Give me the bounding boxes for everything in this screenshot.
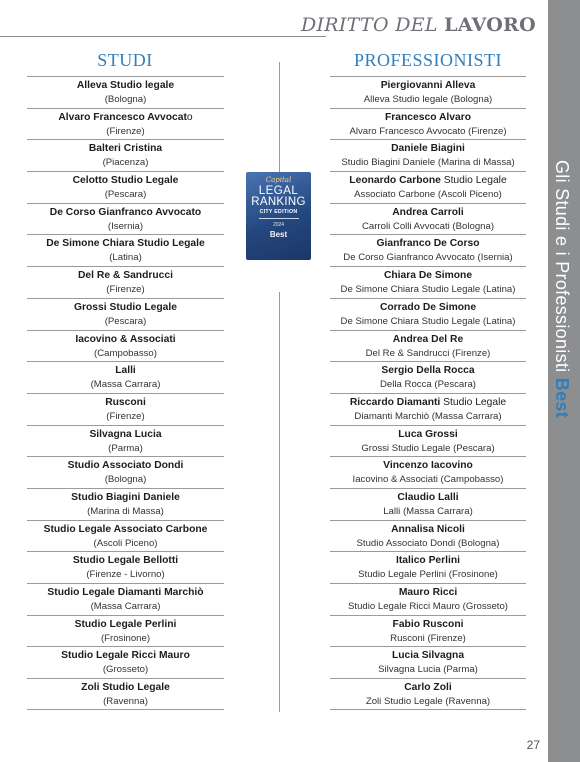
list-item <box>27 456 224 488</box>
section-title-bold: LAVORO <box>444 14 536 36</box>
entry-detail: Rusconi (Firenze) <box>390 632 466 644</box>
entry-name-bold: Zoli Studio Legale <box>81 682 170 694</box>
legal-ranking-badge <box>246 172 311 260</box>
entry-name-bold: Studio Legale Bellotti <box>72 555 179 567</box>
entry-name-bold: Andrea Carroli <box>392 206 464 218</box>
entry-detail: (Massa Carrara) <box>90 601 161 612</box>
entry-detail: (Firenze) <box>106 125 145 137</box>
entry-name <box>27 142 224 156</box>
list-item <box>330 76 526 108</box>
entry-name <box>27 174 224 188</box>
list-item <box>330 646 526 678</box>
list-item <box>330 615 526 647</box>
entry-name-bold: Italico Perlini <box>395 555 461 567</box>
studi-heading: STUDI <box>97 50 153 70</box>
entry-name-bold: Chiara De Simone <box>383 270 473 282</box>
list-item <box>27 76 224 108</box>
list-item <box>330 234 526 266</box>
section-title-italic: DIRITTO DEL <box>300 14 438 36</box>
entry-detail: (Pescara) <box>104 189 147 201</box>
entry-name <box>330 459 526 473</box>
entry-detail: Della Rocca (Pescara) <box>380 379 476 391</box>
list-item <box>330 108 526 140</box>
list-item <box>330 203 526 235</box>
entry-detail: Lalli (Massa Carrara) <box>383 505 473 517</box>
list-item <box>330 678 526 710</box>
entry-name-bold: Grossi Studio Legale <box>74 301 177 313</box>
list-item <box>27 298 224 330</box>
entry-name-bold: Studio Legale Ricci Mauro <box>61 650 190 662</box>
list-item <box>27 646 224 678</box>
entry-detail: (Massa Carrara) <box>90 379 161 391</box>
entry-name-bold: Gianfranco De Corso <box>376 238 480 250</box>
entry-name-bold: Luca Grossi <box>398 428 458 440</box>
list-item <box>27 583 224 615</box>
entry-name <box>27 491 224 505</box>
entry-name-bold: Studio Legale Diamanti Marchiò <box>47 587 204 598</box>
entry-detail: Zoli Studio Legale (Ravenna) <box>365 696 491 708</box>
entry-name <box>330 269 526 283</box>
column-divider-bottom <box>279 292 280 712</box>
entry-name-bold: Lucia Silvagna <box>391 650 465 662</box>
entry-name-bold: Andrea Del Re <box>392 333 464 345</box>
entry-name-rest: Studio Legale <box>440 396 507 408</box>
entry-name <box>27 269 224 283</box>
entry-name-bold: Annalisa Nicoli <box>391 523 465 535</box>
list-item <box>330 583 526 615</box>
entry-detail: (Ravenna) <box>103 696 148 708</box>
list-item <box>330 298 526 330</box>
entry-detail: Studio Biagini Daniele (Marina di Massa) <box>341 157 515 169</box>
entry-name-bold: Daniele Biagini <box>391 143 465 155</box>
entry-name-bold: Carlo Zoli <box>404 682 452 694</box>
entry-detail: (Parma) <box>108 442 143 454</box>
entry-detail: (Latina) <box>109 252 142 264</box>
badge-line2: RANKING <box>251 196 306 208</box>
entry-name <box>27 554 224 568</box>
entry-name-bold: Leonardo Carbone <box>349 175 441 187</box>
entry-name-bold: Claudio Lalli <box>397 491 459 503</box>
list-item <box>27 615 224 647</box>
list-item <box>27 171 224 203</box>
entry-detail: Silvagna Lucia (Parma) <box>378 664 478 676</box>
column-divider-top <box>279 62 280 172</box>
list-item <box>330 139 526 171</box>
list-item <box>27 425 224 457</box>
list-item <box>27 266 224 298</box>
entry-name <box>27 237 224 251</box>
entry-name-bold: Mauro Ricci <box>398 587 458 598</box>
entry-name <box>330 681 526 695</box>
list-item <box>27 678 224 710</box>
entry-name <box>330 79 526 93</box>
entry-name-bold: Studio Legale Associato Carbone <box>43 523 208 535</box>
entry-name <box>330 142 526 156</box>
entry-detail: De Simone Chiara Studio Legale (Latina) <box>340 315 516 327</box>
entry-name-bold: Alvaro Francesco Avvocat <box>58 111 187 123</box>
entry-detail: (Grosseto) <box>102 664 149 676</box>
entry-name-bold: Fabio Rusconi <box>392 618 464 630</box>
entry-name <box>27 79 224 93</box>
side-title-text <box>551 160 572 418</box>
professionisti-heading: PROFESSIONISTI <box>353 50 503 70</box>
entry-detail: Diamanti Marchiò (Massa Carrara) <box>354 410 502 422</box>
entry-detail: (Isernia) <box>107 220 144 232</box>
entry-detail: (Firenze) <box>106 410 145 422</box>
header-rule <box>0 36 326 37</box>
entry-name <box>330 649 526 663</box>
list-item <box>27 234 224 266</box>
entry-detail: (Frosinone) <box>100 632 151 644</box>
entry-name-bold: Francesco Alvaro <box>384 111 472 123</box>
entry-name <box>27 111 224 125</box>
professionisti-list <box>330 76 526 710</box>
list-item <box>27 361 224 393</box>
page-number: 27 <box>526 738 540 752</box>
entry-name <box>27 301 224 315</box>
entry-detail: (Bologna) <box>104 474 147 486</box>
badge-edition: CITY EDITION <box>259 209 298 215</box>
entry-detail: Alvaro Francesco Avvocato (Firenze) <box>349 125 507 137</box>
badge-year: 2024 <box>272 222 285 228</box>
entry-detail: Studio Legale Perlini (Frosinone) <box>358 569 498 581</box>
entry-name <box>27 396 224 410</box>
list-item <box>27 393 224 425</box>
list-item <box>27 108 224 140</box>
entry-detail: (Bologna) <box>104 94 147 105</box>
list-item <box>330 361 526 393</box>
entry-name <box>330 301 526 315</box>
entry-detail: (Ascoli Piceno) <box>93 537 158 549</box>
entry-name-bold: Vincenzo Iacovino <box>383 460 473 472</box>
entry-name-bold: Corrado De Simone <box>379 301 477 313</box>
entry-name <box>330 491 526 505</box>
entry-name-bold: De Corso Gianfranco Avvocato <box>49 206 202 218</box>
entry-name <box>27 206 224 220</box>
entry-detail: Grossi Studio Legale (Pescara) <box>361 442 495 454</box>
entry-detail: (Piacenza) <box>102 157 149 169</box>
entry-name-bold: De Simone Chiara Studio Legale <box>46 238 205 250</box>
entry-name <box>330 237 526 251</box>
entry-name <box>330 618 526 632</box>
entry-name-bold: Studio Biagini Daniele <box>71 491 180 503</box>
entry-detail: (Marina di Massa) <box>87 505 164 517</box>
entry-name-bold: Riccardo Diamanti <box>349 396 441 408</box>
entry-detail: Associato Carbone (Ascoli Piceno) <box>354 189 502 201</box>
entry-name <box>27 333 224 347</box>
entry-name-bold: Sergio Della Rocca <box>381 365 475 377</box>
list-item <box>27 139 224 171</box>
list-item <box>330 425 526 457</box>
entry-name-bold: Alleva Studio legale <box>76 80 175 91</box>
entry-name-bold: Celotto Studio Legale <box>72 175 179 187</box>
list-item <box>27 551 224 583</box>
entry-name <box>27 618 224 632</box>
entry-name <box>27 364 224 378</box>
entry-detail: Studio Associato Dondi (Bologna) <box>356 537 500 549</box>
entry-name <box>330 174 526 188</box>
entry-name-rest: o <box>186 111 193 123</box>
entry-detail: Iacovino & Associati (Campobasso) <box>352 474 504 486</box>
entry-name-bold: Iacovino & Associati <box>75 333 176 345</box>
entry-name <box>330 396 526 410</box>
list-item <box>330 330 526 362</box>
entry-detail: Studio Legale Ricci Mauro (Grosseto) <box>348 601 508 612</box>
entry-detail: De Simone Chiara Studio Legale (Latina) <box>340 284 516 296</box>
list-item <box>330 393 526 425</box>
entry-name-bold: Lalli <box>115 365 136 377</box>
entry-name <box>330 586 526 600</box>
badge-label: Best <box>269 230 288 239</box>
entry-name-bold: Rusconi <box>105 396 146 408</box>
entry-name-bold: Studio Associato Dondi <box>67 460 184 472</box>
entry-name <box>330 523 526 537</box>
list-item <box>330 266 526 298</box>
entry-name-bold: Silvagna Lucia <box>89 428 162 440</box>
list-item <box>330 171 526 203</box>
entry-detail: (Pescara) <box>104 315 147 327</box>
entry-name <box>330 206 526 220</box>
entry-name <box>330 111 526 125</box>
entry-name-bold: Del Re & Sandrucci <box>78 270 173 282</box>
entry-name <box>27 586 224 600</box>
list-item <box>27 330 224 362</box>
entry-name <box>27 681 224 695</box>
entry-detail: Carroli Colli Avvocati (Bologna) <box>361 220 495 232</box>
side-title-highlight: Best <box>552 377 572 419</box>
section-title <box>301 14 536 36</box>
entry-detail: Del Re & Sandrucci (Firenze) <box>365 347 491 359</box>
entry-name <box>330 333 526 347</box>
list-item <box>27 520 224 552</box>
entry-name <box>330 554 526 568</box>
entry-name-rest: Studio Legale <box>440 175 507 187</box>
list-item <box>330 520 526 552</box>
entry-detail: De Corso Gianfranco Avvocato (Isernia) <box>343 252 513 264</box>
entry-name-bold: Piergiovanni Alleva <box>380 80 476 91</box>
entry-name <box>27 459 224 473</box>
side-title-main: Gli Studi e i Professionisti <box>552 160 572 378</box>
entry-name <box>330 364 526 378</box>
entry-name <box>27 523 224 537</box>
entry-detail: (Firenze - Livorno) <box>86 569 165 581</box>
studi-list <box>27 76 224 710</box>
entry-name <box>27 649 224 663</box>
badge-line1: LEGAL <box>258 185 299 197</box>
list-item <box>27 203 224 235</box>
list-item <box>330 488 526 520</box>
list-item <box>330 551 526 583</box>
entry-name-bold: Studio Legale Perlini <box>74 618 177 630</box>
entry-detail: Alleva Studio legale (Bologna) <box>363 94 493 105</box>
side-title <box>548 160 580 460</box>
entry-name <box>27 428 224 442</box>
entry-name <box>330 428 526 442</box>
entry-detail: (Campobasso) <box>94 347 157 359</box>
badge-brand: Capital <box>265 176 292 184</box>
badge-separator <box>259 218 299 219</box>
entry-name-bold: Balteri Cristina <box>88 143 163 155</box>
list-item <box>330 456 526 488</box>
list-item <box>27 488 224 520</box>
entry-detail: (Firenze) <box>106 284 145 296</box>
